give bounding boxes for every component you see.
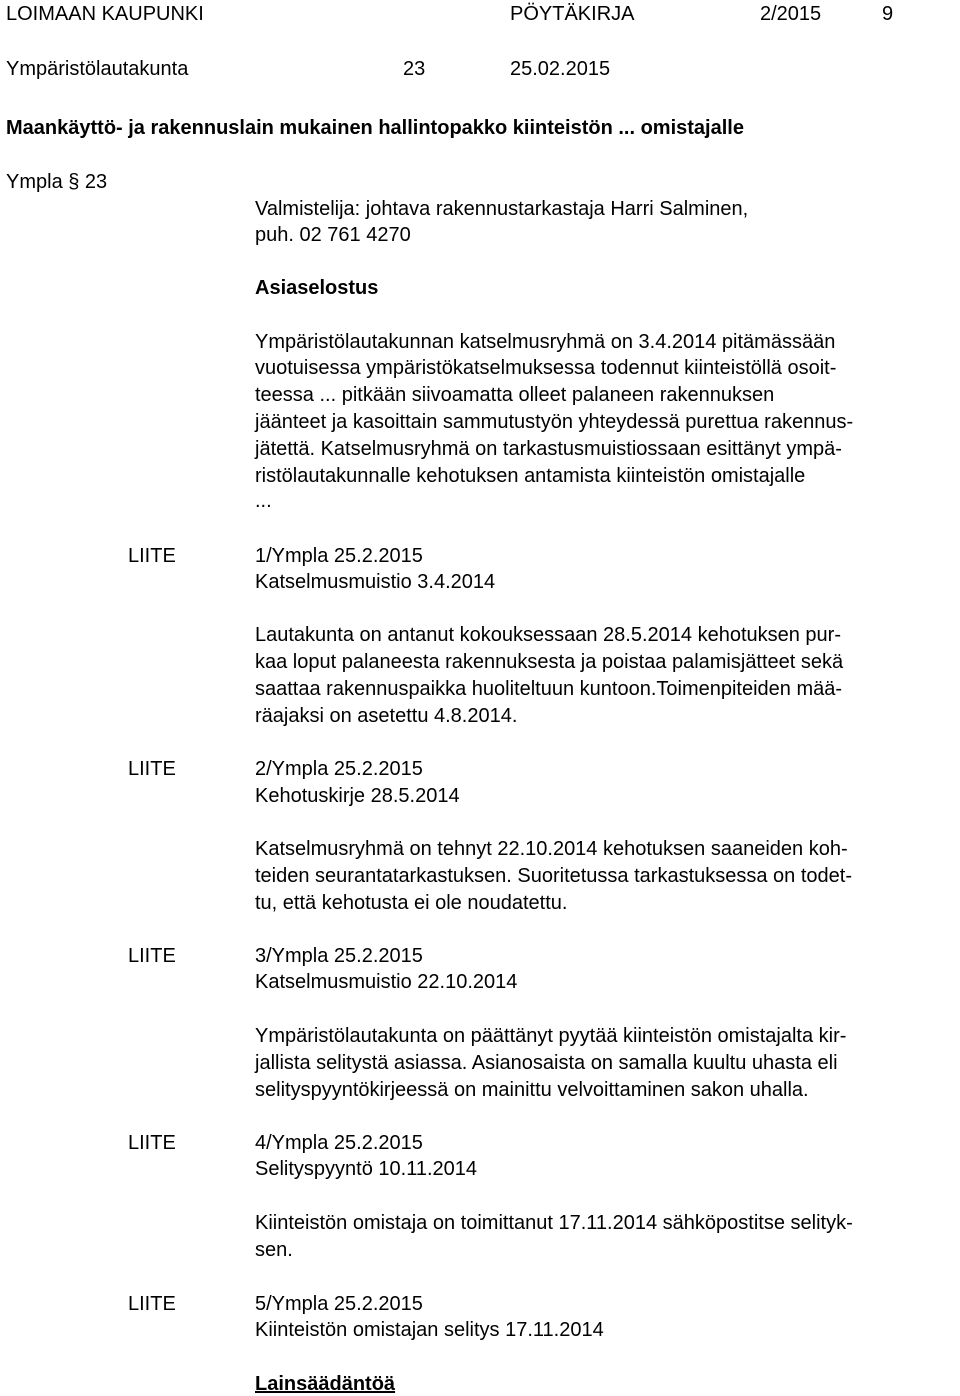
attachment-ref: 3/Ympla 25.2.2015 (255, 945, 423, 967)
liite-label: LIITE (128, 1132, 176, 1154)
paragraph1-line: ristölautakunnalle kehotuksen antamista kiinteistön omistajalle (255, 465, 806, 487)
liite-label: LIITE (128, 545, 176, 567)
paragraph5-line: sen. (255, 1239, 293, 1261)
attachment-ref: 1/Ympla 25.2.2015 (255, 545, 423, 567)
attachment-title: Katselmusmuistio 22.10.2014 (255, 971, 518, 993)
header-doc-type: PÖYTÄKIRJA (510, 3, 635, 25)
paragraph5-line: Kiinteistön omistaja on toimittanut 17.11.2014 sähköpostitse selityk- (255, 1212, 853, 1234)
paragraph1-line: jätettä. Katselmusryhmä on tarkastusmuistiossaan esittänyt ympä- (255, 438, 842, 460)
header-date: 25.02.2015 (510, 58, 611, 80)
header-page-number: 9 (882, 3, 894, 25)
paragraph4-line: selityspyyntökirjeessä on mainittu velvoittaminen sakon uhalla. (255, 1079, 809, 1101)
heading-lainsaadanto: Lainsäädäntöä (255, 1373, 396, 1395)
item-title: Maankäyttö- ja rakennuslain mukainen hallintopakko kiinteistön ... omistajalle (6, 117, 744, 139)
attachment-title: Selityspyyntö 10.11.2014 (255, 1158, 478, 1180)
paragraph2-line: räajaksi on asetettu 4.8.2014. (255, 705, 518, 727)
paragraph1-line: jäänteet ja kasoittain sammutustyön yhteydessä purettua rakennus- (255, 411, 854, 433)
paragraph2-line: kaa loput palaneesta rakennuksesta ja poistaa palamisjätteet sekä (255, 651, 844, 673)
paragraph2-line: Lautakunta on antanut kokouksessaan 28.5.2014 kehotuksen pur- (255, 624, 841, 646)
paragraph1-line: teessa ... pitkään siivoamatta olleet palaneen rakennuksen (255, 384, 775, 406)
attachment-ref: 2/Ympla 25.2.2015 (255, 758, 423, 780)
paragraph3-line: Katselmusryhmä on tehnyt 22.10.2014 kehotuksen saaneiden koh- (255, 838, 848, 860)
header-organization: LOIMAAN KAUPUNKI (6, 3, 204, 25)
attachment-ref: 5/Ympla 25.2.2015 (255, 1293, 423, 1315)
attachment-title: Katselmusmuistio 3.4.2014 (255, 571, 496, 593)
paragraph1-line: Ympäristölautakunnan katselmusryhmä on 3.4.2014 pitämässään (255, 331, 836, 353)
attachment-title: Kiinteistön omistajan selitys 17.11.2014 (255, 1319, 604, 1341)
header-section-number: 23 (403, 58, 426, 80)
liite-label: LIITE (128, 758, 176, 780)
attachment-ref: 4/Ympla 25.2.2015 (255, 1132, 423, 1154)
header-doc-number: 2/2015 (760, 3, 822, 25)
attachment-title: Kehotuskirje 28.5.2014 (255, 785, 460, 807)
paragraph3-line: teiden seurantatarkastuksen. Suoritetussa tarkastuksessa on todet- (255, 865, 853, 887)
header-committee: Ympäristölautakunta (6, 58, 189, 80)
preparer-line-2: puh. 02 761 4270 (255, 224, 411, 246)
paragraph3-line: tu, että kehotusta ei ole noudatettu. (255, 892, 568, 914)
paragraph4-line: jallista selitystä asiassa. Asianosaista on samalla kuultu uhasta eli (255, 1052, 838, 1074)
heading-asiaselostus: Asiaselostus (255, 277, 379, 299)
liite-label: LIITE (128, 945, 176, 967)
paragraph1-line: ... (255, 490, 272, 512)
section-ref: Ympla § 23 (6, 171, 108, 193)
paragraph1-line: vuotuisessa ympäristökatselmuksessa todennut kiinteistöllä osoit- (255, 357, 837, 379)
paragraph4-line: Ympäristölautakunta on päättänyt pyytää kiinteistön omistajalta kir- (255, 1025, 847, 1047)
paragraph2-line: saattaa rakennuspaikka huoliteltuun kuntoon.Toimenpiteiden mää- (255, 678, 843, 700)
preparer-line-1: Valmistelija: johtava rakennustarkastaja Harri Salminen, (255, 198, 749, 220)
liite-label: LIITE (128, 1293, 176, 1315)
